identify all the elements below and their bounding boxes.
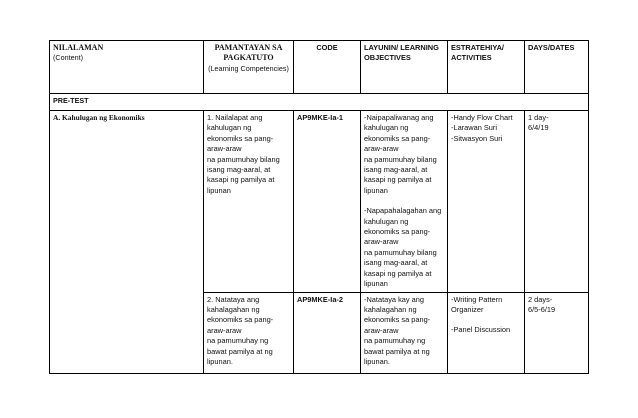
activity-item: -Sitwasyon Suri — [451, 133, 503, 143]
header-competency-cell — [204, 41, 294, 94]
pretest-row — [50, 94, 589, 111]
header-competency-sub: (Learning Competencies) — [208, 63, 289, 73]
activity-item: -Handy Flow Chart — [451, 113, 513, 122]
objective-text-1: -Naipapaliwanag ang kahulugan ng ekonomiks sa pang- araw-araw na pamumuhay bilang isang mag-aaral, at kasapi ng pamilya at lipunan — [364, 113, 437, 195]
competency-text: 2. Natataya ang kahalagahan ng ekonomiks sa pang- araw-araw na pamumuhay ng bawat pamilya at ng lipunan. — [207, 294, 274, 366]
pretest-cell — [50, 94, 589, 111]
code-text: AP9MKE-Ia-1 — [297, 113, 343, 122]
activities-cell — [448, 292, 525, 373]
header-content-title: NILALAMAN — [53, 43, 104, 52]
objective-text-2: -Napapahalagahan ang kahulugan ng ekonomiks sa pang- araw-araw na pamumuhay bilang isang mag-aaral, at kasapi ng pamilya at lipunan — [364, 206, 442, 289]
dates-text: 2 days- 6/5-6/19 — [528, 294, 556, 314]
header-activities-title: ESTRATEHIYA/ ACTIVITIES — [451, 43, 504, 63]
dates-cell — [525, 111, 589, 293]
objective-text: -Natataya kay ang kahalagahan ng ekonomiks sa pang- araw-araw na pamumuhay ng bawat pamilya at ng lipunan. — [364, 294, 431, 366]
dates-cell — [525, 292, 589, 373]
objectives-cell — [361, 292, 448, 373]
activity-item: -Panel Discussion — [451, 325, 511, 335]
code-cell — [294, 292, 361, 373]
competency-text: 1. Nailalapat ang kahulugan ng ekonomiks sa pang- araw-araw na pamumuhay bilang isang mag-aaral, at kasapi ng pamilya at lipunan — [207, 113, 280, 195]
activity-item: -Larawan Suri — [451, 123, 498, 133]
competency-cell — [204, 111, 294, 293]
objectives-cell — [361, 111, 448, 293]
header-content-sub: (Content) — [53, 53, 83, 63]
header-objectives-cell — [361, 41, 448, 94]
content-topic: A. Kahulugan ng Ekonomiks — [53, 113, 145, 122]
code-text: AP9MKE-Ia-2 — [297, 294, 343, 304]
header-content-cell — [50, 41, 204, 94]
header-dates-cell — [525, 41, 589, 94]
activities-cell — [448, 111, 525, 293]
header-activities-cell — [448, 41, 525, 94]
header-code-cell — [294, 41, 361, 94]
code-cell — [294, 111, 361, 293]
header-row — [50, 41, 589, 94]
activity-item: -Writing Pattern Organizer — [451, 294, 503, 314]
content-cell — [50, 111, 204, 374]
table-row — [50, 111, 589, 293]
pretest-label: PRE-TEST — [53, 96, 89, 105]
header-code-title: CODE — [316, 43, 338, 52]
competency-cell — [204, 292, 294, 373]
header-objectives-title: LAYUNIN/ LEARNING OBJECTIVES — [364, 43, 439, 63]
dates-text: 1 day- 6/4/19 — [528, 113, 549, 133]
header-competency-title: PAMANTAYAN SA PAGKATUTO — [214, 43, 283, 63]
curriculum-table — [49, 40, 589, 374]
header-dates-title: DAYS/DATES — [528, 43, 575, 52]
